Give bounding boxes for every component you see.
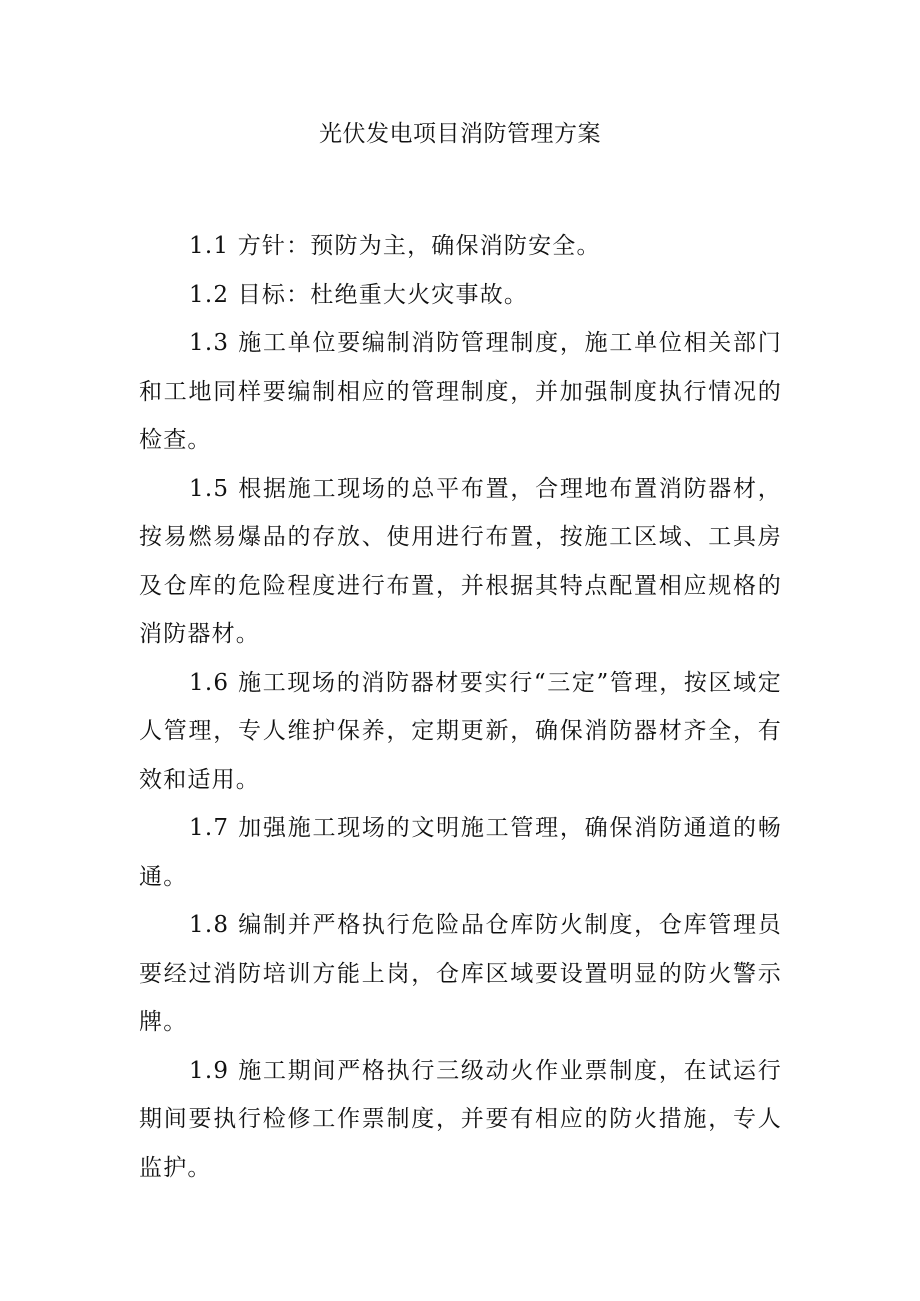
paragraph-1-1: 1.1 方针：预防为主，确保消防安全。 <box>189 233 601 259</box>
paragraph-1-9: 1.9 施工期间严格执行三级动火作业票制度，在试运行期间要执行检修工作票制度，并要有相应的防火措施，专人监护。 <box>139 1057 782 1181</box>
paragraph-1-7: 1.7 加强施工现场的文明施工管理，确保消防通道的畅通。 <box>139 815 782 890</box>
document-title: 光伏发电项目消防管理方案 <box>319 121 601 147</box>
paragraph-1-3: 1.3 施工单位要编制消防管理制度，施工单位相关部门和工地同样要编制相应的管理制度，并加强制度执行情况的检查。 <box>139 330 782 453</box>
paragraph-1-6: 1.6 施工现场的消防器材要实行“三定”管理，按区域定人管理，专人维护保养，定期更新，确保消防器材齐全，有效和适用。 <box>139 669 782 793</box>
paragraph-1-5: 1.5 根据施工现场的总平布置，合理地布置消防器材，按易燃易爆品的存放、使用进行布置，按施工区域、工具房及仓库的危险程度进行布置，并根据其特点配置相应规格的消防器材。 <box>139 475 782 647</box>
paragraph-1-8: 1.8 编制并严格执行危险品仓库防火制度，仓库管理员要经过消防培训方能上岗，仓库区域要设置明显的防火警示牌。 <box>139 912 782 1035</box>
document-body <box>139 222 782 1192</box>
paragraph-1-2: 1.2 目标：杜绝重大火灾事故。 <box>189 281 529 308</box>
